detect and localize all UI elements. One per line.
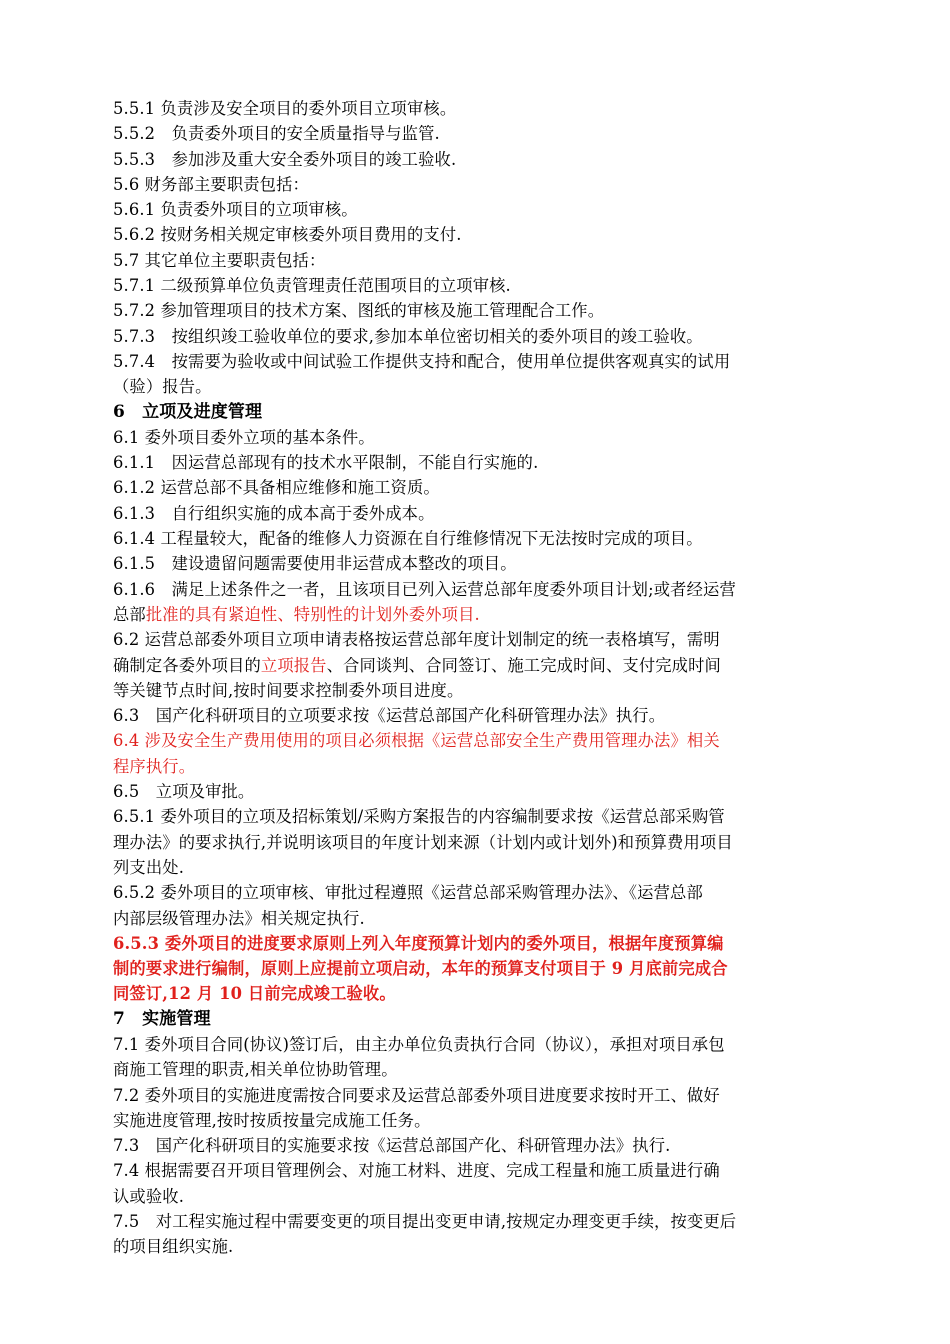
text-line: 5.5.3 参加涉及重大安全委外项目的竣工验收.: [113, 149, 457, 169]
text-line: 7.5 对工程实施过程中需要变更的项目提出变更申请,按规定办理变更手续，按变更后: [113, 1212, 737, 1232]
text-line: 7.3 国产化科研项目的实施要求按《运营总部国产化、科研管理办法》执行.: [113, 1136, 671, 1156]
text-line: 5.5.1 负责涉及安全项目的委外项目立项审核。: [113, 99, 457, 118]
text-line: 5.7.3 按组织竣工验收单位的要求,参加本单位密切相关的委外项目的竣工验收。: [113, 326, 703, 346]
text-line: 5.7 其它单位主要职责包括：: [113, 250, 326, 270]
text-line: 5.7.4 按需要为验收或中间试验工作提供支持和配合，使用单位提供客观真实的试用: [113, 351, 731, 371]
highlighted-line: 同签订,12 月 10 日前完成竣工验收。: [113, 984, 396, 1004]
section-heading: 7 实施管理: [113, 1008, 211, 1029]
text-line: 实施进度管理,按时按质按量完成施工任务。: [113, 1110, 431, 1130]
highlighted-text: 批准的具有紧迫性、特别性的计划外委外项目.: [145, 604, 480, 624]
text-line: 认或验收.: [113, 1186, 185, 1206]
text-line: 等关键节点时间,按时间要求控制委外项目进度。: [113, 680, 464, 700]
text-line: 7.2 委外项目的实施进度需按合同要求及运营总部委外项目进度要求按时开工、做好: [113, 1085, 720, 1105]
text-segment: 确制定各委外项目的: [113, 655, 261, 675]
text-line: 6.1.4 工程量较大，配备的维修人力资源在自行维修情况下无法按时完成的项目。: [113, 529, 703, 549]
text-line: 内部层级管理办法》相关规定执行.: [113, 908, 365, 928]
text-line: 6.1.3 自行组织实施的成本高于委外成本。: [113, 503, 435, 523]
text-segment: 、合同谈判、合同签订、施工完成时间、支付完成时间: [326, 655, 721, 675]
text-line: 6.1.1 因运营总部现有的技术水平限制，不能自行实施的.: [113, 453, 539, 473]
text-line: 6.5.1 委外项目的立项及招标策划/采购方案报告的内容编制要求按《运营总部采购管: [113, 807, 725, 827]
text-line: 5.6.1 负责委外项目的立项审核。: [113, 200, 358, 220]
text-line: 6.5.2 委外项目的立项审核、审批过程遵照《运营总部采购管理办法》、《运营总部: [113, 883, 703, 903]
text-line: 5.5.2 负责委外项目的安全质量指导与监管.: [113, 124, 440, 144]
highlighted-line: 程序执行。: [113, 756, 196, 776]
text-line-mixed: [113, 653, 838, 678]
text-line: 理办法》的要求执行,并说明该项目的年度计划来源（计划内或计划外)和预算费用项目: [113, 832, 733, 852]
text-line: 7.4 根据需要召开项目管理例会、对施工材料、进度、完成工程量和施工质量进行确: [113, 1161, 720, 1181]
text-line: 的项目组织实施.: [113, 1237, 234, 1257]
text-line: 7.1 委外项目合同(协议)签订后，由主办单位负责执行合同（协议），承担对项目承包: [113, 1034, 725, 1054]
text-line: 6.1.6 满足上述条件之一者，且该项目已列入运营总部年度委外项目计划;或者经运营: [113, 579, 736, 599]
text-line: 6.5 立项及审批。: [113, 782, 255, 802]
text-line: 6.1.5 建设遗留问题需要使用非运营成本整改的项目。: [113, 554, 517, 574]
text-line: （验）报告。: [113, 377, 212, 397]
highlighted-line: 6.5.3 委外项目的进度要求原则上列入年度预算计划内的委外项目，根据年度预算编: [113, 933, 724, 953]
text-line: 6.1 委外项目委外立项的基本条件。: [113, 427, 375, 447]
text-line: 5.6 财务部主要职责包括：: [113, 174, 309, 194]
highlighted-line: 6.4 涉及安全生产费用使用的项目必须根据《运营总部安全生产费用管理办法》相关: [113, 731, 720, 751]
text-line: 6.3 国产化科研项目的立项要求按《运营总部国产化科研管理办法》执行。: [113, 706, 666, 726]
text-line: 列支出处.: [113, 857, 185, 877]
highlighted-line: 制的要求进行编制，原则上应提前立项启动，本年的预算支付项目于 9 月底前完成合: [113, 959, 728, 979]
text-line: 5.7.2 参加管理项目的技术方案、图纸的审核及施工管理配合工作。: [113, 301, 605, 321]
text-line: 商施工管理的职责,相关单位协助管理。: [113, 1060, 398, 1080]
highlighted-text: 立项报告: [260, 655, 327, 675]
text-line: 5.6.2 按财务相关规定审核委外项目费用的支付.: [113, 225, 462, 245]
text-line: 5.7.1 二级预算单位负责管理责任范围项目的立项审核.: [113, 276, 511, 296]
text-line-mixed: [113, 602, 838, 627]
text-line: 6.1.2 运营总部不具备相应维修和施工资质。: [113, 478, 440, 498]
text-line: 6.2 运营总部委外项目立项申请表格按运营总部年度计划制定的统一表格填写，需明: [113, 630, 720, 650]
text-segment: 总部: [113, 604, 146, 624]
section-heading: 6 立项及进度管理: [113, 401, 263, 422]
